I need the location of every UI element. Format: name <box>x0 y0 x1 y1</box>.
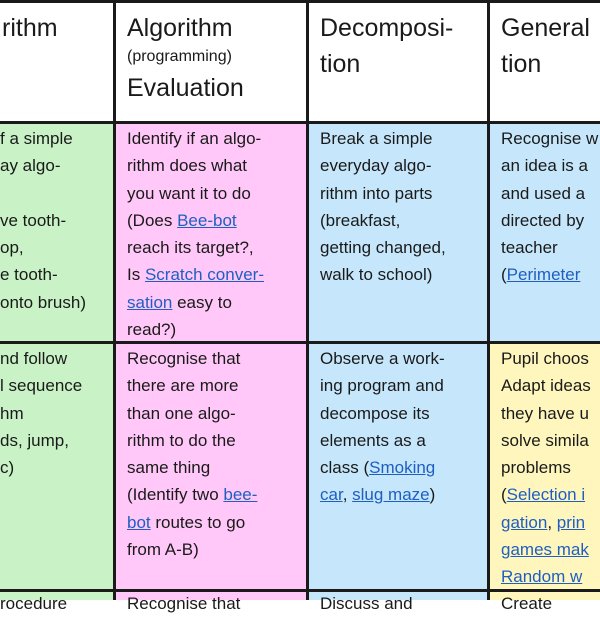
perimeter-link[interactable]: Perimeter <box>506 265 581 285</box>
cell-line: everyday algo- <box>320 156 432 176</box>
row2-generalisation-cell <box>489 342 600 590</box>
cell-text: ( <box>501 265 507 285</box>
cell-line: f a simple <box>0 129 73 148</box>
cell-line: and used a <box>501 183 586 203</box>
header-text: General <box>501 14 590 42</box>
row1-algorithm-cell <box>0 122 115 342</box>
cell-line <box>127 289 302 316</box>
cell-line: Recognise that <box>127 349 241 368</box>
cell-line: an idea is a <box>501 156 588 176</box>
row1-evaluation-cell <box>115 122 308 342</box>
cell-text: class ( <box>320 458 370 478</box>
cell-line: Recognise that <box>127 594 241 613</box>
cell-line: from A-B) <box>127 540 199 560</box>
bee-bot-link[interactable]: Bee-bot <box>177 210 237 230</box>
cell-line: Discuss and <box>320 594 413 613</box>
cell-line <box>501 563 594 590</box>
cell-line: you want it to do <box>127 183 251 203</box>
header-text: Evaluation <box>127 74 244 102</box>
cell-line: op, <box>0 238 24 258</box>
cell-line: c) <box>0 458 15 478</box>
cell-line: decompose its <box>320 403 430 423</box>
bee-bot-routes-link[interactable]: bee- <box>223 485 258 505</box>
cell-line: teacher <box>501 238 558 258</box>
cell-text: , <box>547 512 557 532</box>
cell-line: rithm into parts <box>320 183 433 203</box>
header-text: Algorithm <box>127 14 233 42</box>
header-text: rithm <box>2 14 58 42</box>
cell-text: , <box>342 485 353 505</box>
row2-algorithm-cell <box>0 342 115 590</box>
cell-line: hm <box>0 403 24 423</box>
cell-line <box>501 536 594 563</box>
print-link[interactable]: prin <box>556 512 586 532</box>
row1-generalisation-cell <box>489 122 600 342</box>
cell-line: ing program and <box>320 376 444 396</box>
cell-line <box>127 481 302 508</box>
cell-line: ve tooth- <box>0 210 67 230</box>
scratch-conversation-link-cont[interactable]: sation <box>127 292 173 312</box>
cell-text: routes to go <box>150 512 246 532</box>
header-text: Decomposi- <box>320 14 454 42</box>
cell-line <box>127 509 302 536</box>
random-word-link[interactable]: Random w <box>501 567 583 587</box>
table-border-vertical <box>113 0 116 600</box>
cell-line: l sequence <box>0 376 83 396</box>
cell-text: (Does <box>127 210 178 230</box>
cell-line <box>501 509 594 536</box>
cell-line: than one algo- <box>127 403 236 423</box>
cell-line: onto brush) <box>0 292 86 312</box>
cell-line: Observe a work- <box>320 349 445 368</box>
table-border-vertical <box>487 0 490 600</box>
cell-line <box>501 481 594 508</box>
cell-line: ay algo- <box>0 156 61 176</box>
cell-line: elements as a <box>320 430 426 450</box>
selection-investigation-link[interactable]: Selection i <box>506 485 586 505</box>
row2-evaluation-cell <box>115 342 308 590</box>
cell-line <box>0 180 109 207</box>
smoking-car-link-cont[interactable]: car <box>320 485 343 505</box>
cell-line: read?) <box>127 320 177 340</box>
header-cell-generalisation <box>489 0 600 122</box>
cell-line: ds, jump, <box>0 430 69 450</box>
cell-line: walk to school) <box>320 265 433 285</box>
cell-line: problems <box>501 458 571 478</box>
table-border-vertical <box>306 0 309 600</box>
cell-line: Create <box>501 594 553 613</box>
row2-decomposition-cell <box>308 342 489 590</box>
row1-decomposition-cell <box>308 122 489 342</box>
smoking-car-link[interactable]: Smoking <box>369 458 436 478</box>
games-maker-link[interactable]: games mak <box>501 540 589 560</box>
table-border-horizontal <box>0 121 600 124</box>
cell-line: nd follow <box>0 349 68 368</box>
cell-text: easy to <box>172 292 232 312</box>
header-text: tion <box>501 50 542 78</box>
cell-line: Pupil choos <box>501 349 589 368</box>
cell-line <box>320 481 483 508</box>
header-text: tion <box>320 50 361 78</box>
header-cell-algorithm-evaluation <box>115 0 308 122</box>
cell-line <box>127 261 302 288</box>
bee-bot-routes-link-cont[interactable]: bot <box>127 512 151 532</box>
cell-line: Break a simple <box>320 129 433 148</box>
scratch-conversation-link[interactable]: Scratch conver- <box>144 265 264 285</box>
cell-line: getting changed, <box>320 238 446 258</box>
cell-line: e tooth- <box>0 265 58 285</box>
cell-text: ( <box>501 485 507 505</box>
selection-investigation-link-cont[interactable]: gation <box>501 512 548 532</box>
cell-line: rocedure <box>0 594 68 613</box>
cell-line: Identify if an algo- <box>127 129 262 148</box>
cell-line: there are more <box>127 376 239 396</box>
cell-line: rithm to do the <box>127 430 236 450</box>
cell-line <box>501 261 594 288</box>
header-cell-algorithm-partial <box>0 0 115 122</box>
cell-line <box>320 454 483 481</box>
cell-line: Adapt ideas <box>501 376 591 396</box>
cell-text: Is <box>127 265 145 285</box>
slug-maze-link[interactable]: slug maze <box>352 485 430 505</box>
cell-text: ) <box>429 485 436 505</box>
header-subtext: (programming) <box>127 48 232 65</box>
cell-line: they have u <box>501 403 589 423</box>
cell-line: Recognise w <box>501 129 599 148</box>
header-cell-decomposition <box>308 0 489 122</box>
cell-line: solve simila <box>501 430 589 450</box>
table-border-horizontal <box>0 589 600 592</box>
cell-line <box>127 207 302 234</box>
cell-line: reach its target?, <box>127 238 254 258</box>
cell-line: directed by <box>501 210 585 230</box>
cell-line: same thing <box>127 458 211 478</box>
cell-text: (Identify two <box>127 485 224 505</box>
cell-line: rithm does what <box>127 156 247 176</box>
table-border-horizontal <box>0 0 600 3</box>
table-border-horizontal <box>0 341 600 344</box>
cell-line: (breakfast, <box>320 210 401 230</box>
